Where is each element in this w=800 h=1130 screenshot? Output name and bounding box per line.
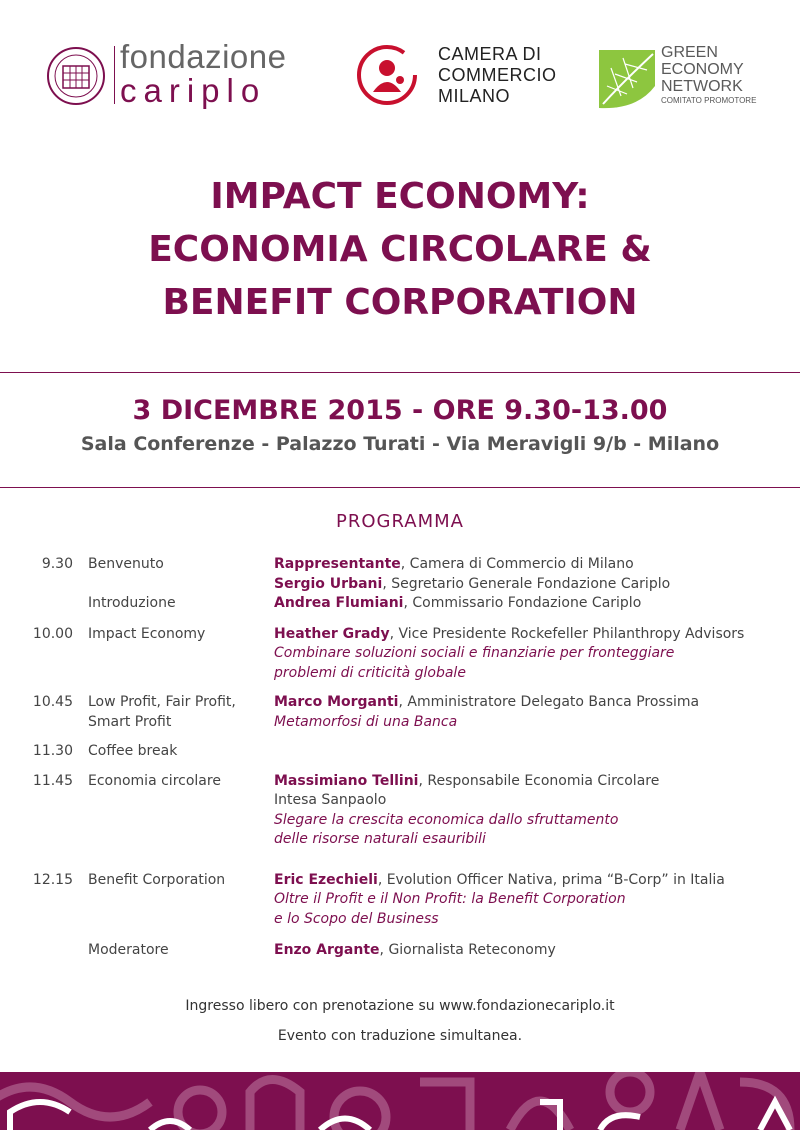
programma-heading: PROGRAMMA — [336, 511, 464, 532]
speaker-name: Andrea Flumiani — [274, 595, 404, 611]
green-logo-tagline: COMITATO PROMOTORE — [661, 96, 757, 105]
speaker-role: , Segretario Generale Fondazione Cariplo — [382, 575, 671, 592]
speaker-name: Rappresentante — [274, 556, 401, 572]
camera-logo-line3: MILANO — [438, 86, 511, 106]
title-line-1: IMPACT ECONOMY: — [210, 176, 590, 217]
green-logo-line3: NETWORK — [661, 78, 743, 95]
talk-title-line: e lo Scopo del Business — [274, 910, 439, 927]
cariplo-logo-line1: fondazione — [120, 38, 287, 75]
speaker-role-line2: Intesa Sanpaolo — [274, 792, 387, 808]
green-leaf-icon — [597, 46, 657, 110]
green-economy-network-logo — [597, 44, 767, 110]
program-row — [0, 575, 800, 595]
green-logo-line1: GREEN — [661, 44, 718, 61]
camera-commercio-logo — [356, 44, 566, 108]
translation-note: Evento con traduzione simultanea. — [277, 1028, 523, 1044]
program-label: Economia circolare — [88, 772, 221, 789]
program-label: Moderatore — [88, 942, 169, 958]
speaker-role: , Evolution Officer Nativa, prima “B-Corp” in Italia — [377, 871, 725, 888]
program-row — [0, 772, 800, 850]
program-row — [0, 742, 800, 762]
program-time: 11.45 — [32, 772, 73, 789]
speaker-role: , Camera di Commercio di Milano — [400, 556, 634, 572]
divider-top — [0, 372, 800, 373]
program-row — [0, 871, 800, 930]
title-line-2: ECONOMIA CIRCOLARE & — [148, 229, 652, 270]
program-time: 10.45 — [32, 694, 73, 710]
speaker-name: Sergio Urbani — [274, 575, 383, 592]
program-label: Coffee break — [88, 743, 178, 759]
cariplo-logo-line2: cariplo — [120, 72, 267, 109]
cariplo-seal-icon — [46, 46, 106, 106]
registration-info: Ingresso libero con prenotazione su www.fondazionecariplo.it — [185, 998, 615, 1014]
program-label: Benvenuto — [88, 556, 164, 572]
program-label: Impact Economy — [88, 625, 206, 642]
event-venue: Sala Conferenze - Palazzo Turati - Via Meravigli 9/b - Milano — [80, 433, 720, 455]
talk-title-line: Slegare la crescita economica dallo sfruttamento — [274, 811, 619, 828]
program-time: 12.15 — [32, 871, 73, 888]
program-row — [0, 941, 800, 961]
program-row — [0, 693, 800, 732]
decorative-pattern-icon — [0, 1072, 800, 1130]
speaker-role: , Amministratore Delegato Banca Prossima — [398, 694, 700, 710]
decorative-footer-band — [0, 1072, 800, 1130]
speaker-role: , Commissario Fondazione Cariplo — [403, 595, 642, 611]
speaker-name: Enzo Argante — [274, 942, 380, 958]
speaker-name: Marco Morganti — [274, 694, 399, 710]
speaker-name: Massimiano Tellini — [274, 772, 419, 789]
program-time: 10.00 — [32, 625, 73, 642]
speaker-role: , Vice Presidente Rockefeller Philanthropy Advisors — [389, 625, 745, 642]
event-date: 3 DICEMBRE 2015 - ORE 9.30-13.00 — [132, 395, 668, 426]
program-row — [0, 594, 800, 614]
camera-logo-line2: COMMERCIO — [438, 65, 557, 85]
talk-title-line: delle risorse naturali esauribili — [274, 831, 486, 847]
program-label: Benefit Corporation — [88, 871, 226, 888]
camera-logo-line1: CAMERA DI — [438, 44, 542, 64]
program-row — [0, 555, 800, 575]
divider-bottom — [0, 487, 800, 488]
program-label: Low Profit, Fair Profit, Smart Profit — [88, 694, 236, 730]
camera-commercio-emblem-icon — [356, 44, 418, 106]
speaker-name: Eric Ezechieli — [274, 871, 378, 888]
program-list — [0, 555, 800, 961]
fondazione-cariplo-logo — [46, 40, 326, 110]
talk-title-line: Combinare soluzioni sociali e finanziarie per fronteggiare — [274, 645, 675, 661]
speaker-name: Heather Grady — [274, 625, 390, 642]
event-title — [0, 170, 800, 329]
program-row — [0, 625, 800, 684]
program-label: Introduzione — [88, 595, 176, 611]
green-logo-line2: ECONOMY — [661, 61, 744, 78]
talk-title-line: problemi di criticità globale — [274, 664, 466, 681]
talk-title-line: Oltre il Profit e il Non Profit: la Benefit Corporation — [274, 891, 626, 907]
speaker-role: , Responsabile Economia Circolare — [418, 772, 660, 789]
talk-title-line: Metamorfosi di una Banca — [274, 713, 458, 730]
title-line-3: BENEFIT CORPORATION — [162, 282, 638, 323]
program-time: 9.30 — [41, 556, 73, 572]
program-time: 11.30 — [32, 743, 73, 759]
speaker-role: , Giornalista Reteconomy — [379, 942, 556, 958]
